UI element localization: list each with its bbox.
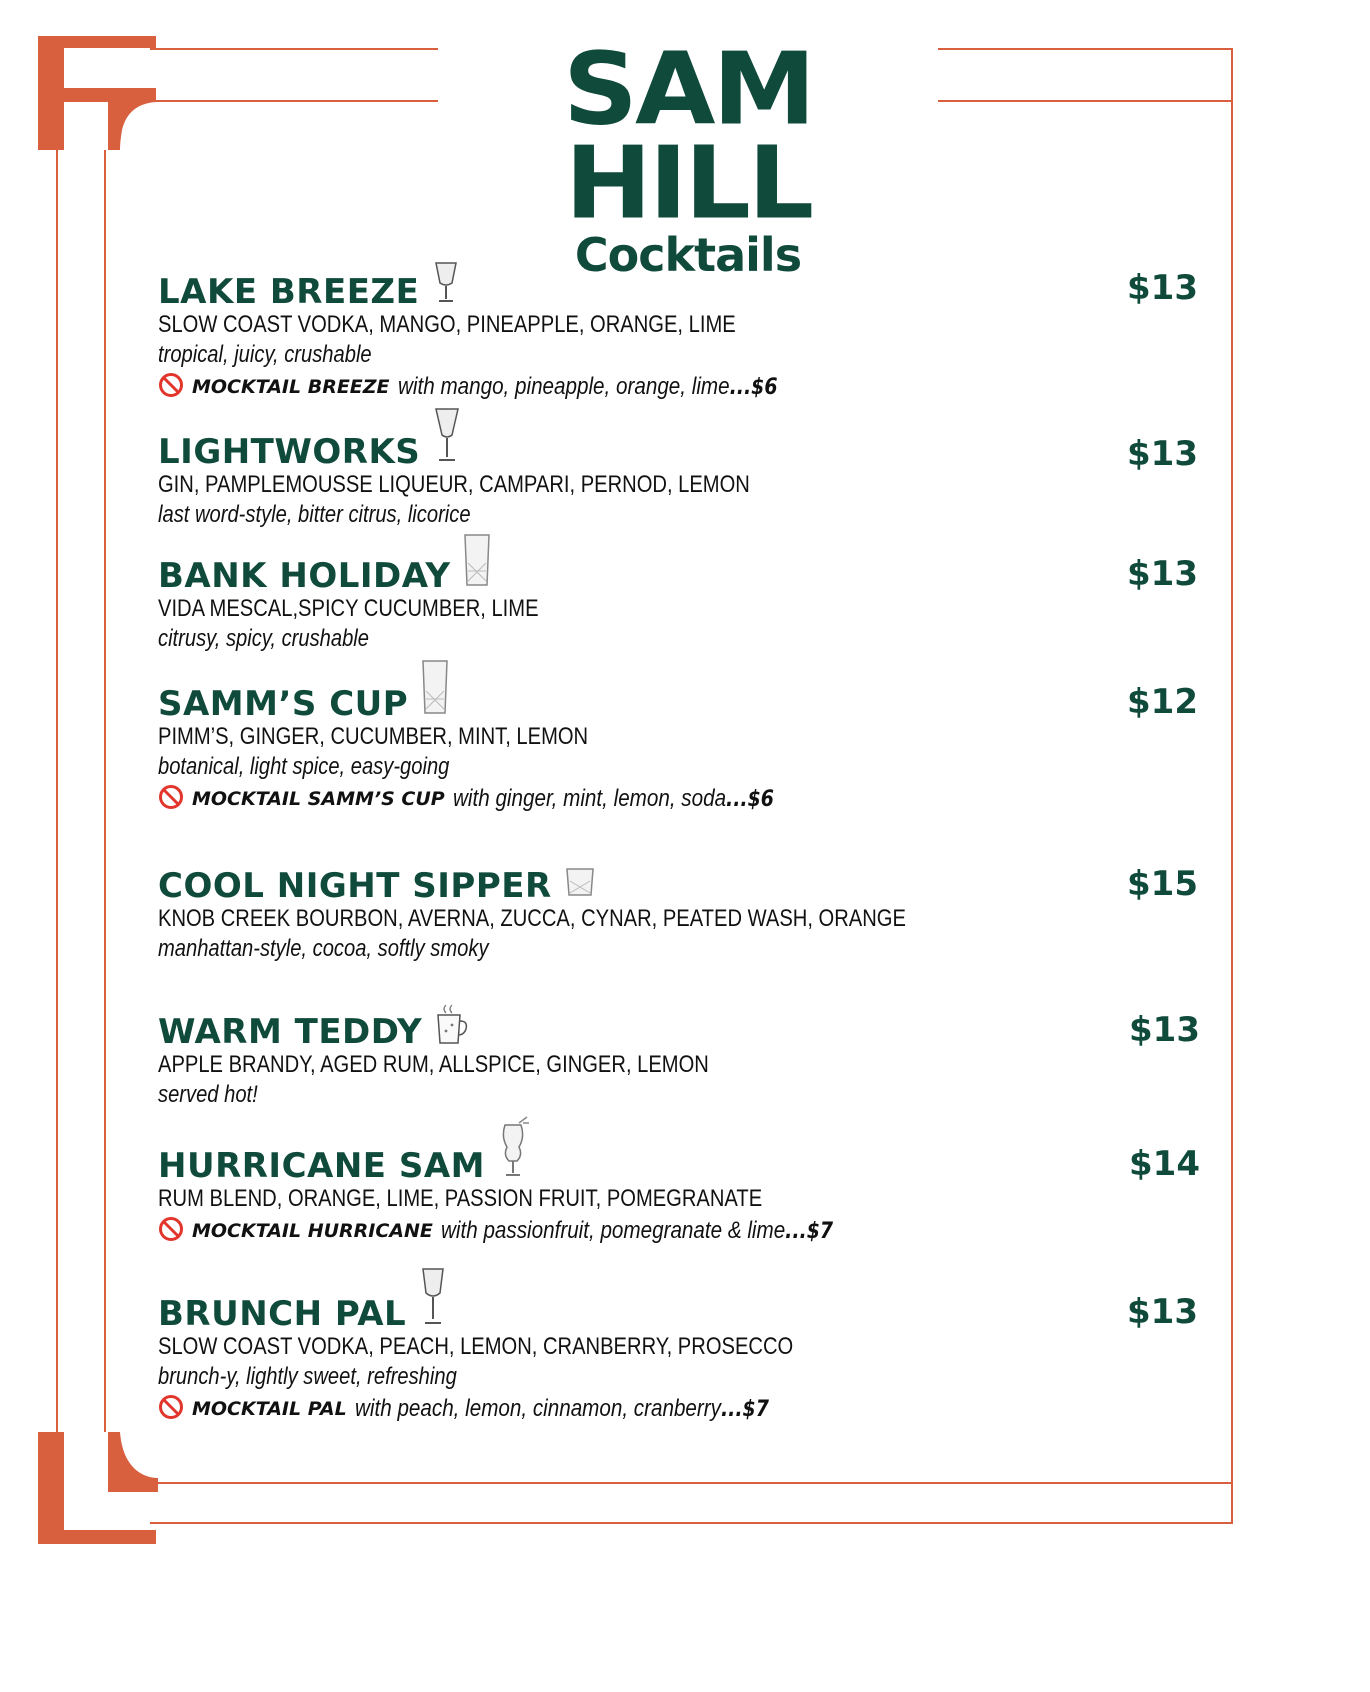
no-alcohol-icon xyxy=(158,372,184,403)
drink-ingredients: PIMM’S, GINGER, CUCUMBER, MINT, LEMON xyxy=(158,723,589,750)
mocktail-description-text: with peach, lemon, cinnamon, cranberry xyxy=(354,1395,721,1422)
drink-name: BANK HOLIDAY xyxy=(158,556,451,596)
drink-name: COOL NIGHT SIPPER xyxy=(158,866,552,906)
drink-ingredients: VIDA MESCAL,SPICY CUCUMBER, LIME xyxy=(158,595,539,622)
drink-notes: served hot! xyxy=(158,1081,258,1108)
mocktail-name: MOCKTAIL HURRICANE xyxy=(192,1220,433,1242)
menu-item-brunch-pal xyxy=(158,1288,1198,1426)
hot-mug-icon xyxy=(434,1003,470,1050)
drink-price: $13 xyxy=(1129,1010,1200,1050)
drink-notes: tropical, juicy, crushable xyxy=(158,341,372,368)
menu-item-lake-breeze xyxy=(158,266,1198,404)
coupe-glass-icon xyxy=(432,407,462,470)
menu-item-cool-night-sipper xyxy=(158,860,1198,964)
drink-notes: last word-style, bitter citrus, licorice xyxy=(158,501,471,528)
mocktail-line xyxy=(158,370,1198,404)
no-alcohol-icon xyxy=(158,1216,184,1247)
stemmed-glass-icon xyxy=(431,261,461,310)
drink-name: WARM TEDDY xyxy=(158,1012,423,1052)
frame-bottom-line xyxy=(150,1522,1233,1524)
no-alcohol-icon xyxy=(158,1394,184,1425)
drink-name: LIGHTWORKS xyxy=(158,432,421,472)
mocktail-price: ...$7 xyxy=(785,1219,833,1244)
frame-bottom-inner-line xyxy=(150,1482,1233,1484)
no-alcohol-icon xyxy=(158,784,184,815)
menu-item-lightworks xyxy=(158,426,1198,530)
drink-notes: brunch-y, lightly sweet, refreshing xyxy=(158,1363,457,1390)
drink-price: $13 xyxy=(1127,554,1198,594)
drink-ingredients: RUM BLEND, ORANGE, LIME, PASSION FRUIT, POMEGRANATE xyxy=(158,1185,763,1212)
mocktail-description xyxy=(441,1217,833,1245)
frame-left-inner-line xyxy=(104,150,106,1432)
menu-item-bank-holiday xyxy=(158,550,1198,654)
drink-name: HURRICANE SAM xyxy=(158,1146,485,1186)
drink-ingredients: SLOW COAST VODKA, MANGO, PINEAPPLE, ORANGE, LIME xyxy=(158,311,736,338)
drink-price: $13 xyxy=(1127,434,1198,474)
brand-title: SAM HILL xyxy=(563,30,813,242)
mocktail-description xyxy=(453,785,774,813)
brand-subtitle: Cocktails xyxy=(574,228,802,282)
drink-price: $15 xyxy=(1127,864,1198,904)
mocktail-price: ...$6 xyxy=(725,787,774,812)
menu-item-samms-cup xyxy=(158,678,1198,816)
wine-glass-icon xyxy=(418,1267,448,1332)
mocktail-line xyxy=(158,1214,1198,1248)
drink-notes: botanical, light spice, easy-going xyxy=(158,753,450,780)
menu-item-warm-teddy xyxy=(158,1006,1198,1110)
mocktail-name: MOCKTAIL BREEZE xyxy=(192,376,390,398)
frame-right-line xyxy=(1231,48,1233,1524)
rocks-glass-icon xyxy=(564,865,596,904)
drink-ingredients: APPLE BRANDY, AGED RUM, ALLSPICE, GINGER, LEMON xyxy=(158,1051,709,1078)
drink-price: $13 xyxy=(1127,1292,1198,1332)
drink-name: LAKE BREEZE xyxy=(158,272,420,312)
top-left-corner-ornament xyxy=(36,34,160,152)
mocktail-description xyxy=(355,1395,769,1423)
drink-name: SAMM’S CUP xyxy=(158,684,409,724)
drink-price: $13 xyxy=(1127,268,1198,308)
mocktail-description-text: with ginger, mint, lemon, soda xyxy=(452,785,726,812)
menu-item-hurricane-sam xyxy=(158,1140,1198,1248)
mocktail-name: MOCKTAIL PAL xyxy=(192,1398,347,1420)
bottom-left-corner-ornament xyxy=(36,1430,160,1546)
mocktail-price: ...$6 xyxy=(729,375,778,400)
drink-name: BRUNCH PAL xyxy=(158,1294,407,1334)
hurricane-glass-icon xyxy=(497,1115,531,1184)
drink-ingredients: SLOW COAST VODKA, PEACH, LEMON, CRANBERRY, PROSECCO xyxy=(158,1333,794,1360)
brand-logo xyxy=(438,30,938,282)
drink-price: $14 xyxy=(1129,1144,1200,1184)
drink-notes: citrusy, spicy, crushable xyxy=(158,625,370,652)
drink-price: $12 xyxy=(1127,682,1198,722)
drink-notes: manhattan-style, cocoa, softly smoky xyxy=(158,935,489,962)
frame-left-outer-line xyxy=(56,150,58,1432)
mocktail-line xyxy=(158,782,1198,816)
drink-ingredients: KNOB CREEK BOURBON, AVERNA, ZUCCA, CYNAR, PEATED WASH, ORANGE xyxy=(158,905,906,932)
highball-glass-icon xyxy=(462,533,492,594)
mocktail-description-text: with passionfruit, pomegranate & lime xyxy=(440,1217,786,1244)
mocktail-name: MOCKTAIL SAMM’S CUP xyxy=(192,788,445,810)
mocktail-description-text: with mango, pineapple, orange, lime xyxy=(397,373,730,400)
mocktail-description xyxy=(398,373,777,401)
mocktail-line xyxy=(158,1392,1198,1426)
drink-ingredients: GIN, PAMPLEMOUSSE LIQUEUR, CAMPARI, PERNOD, LEMON xyxy=(158,471,750,498)
collins-glass-icon xyxy=(420,659,450,722)
mocktail-price: ...$7 xyxy=(720,1397,769,1422)
